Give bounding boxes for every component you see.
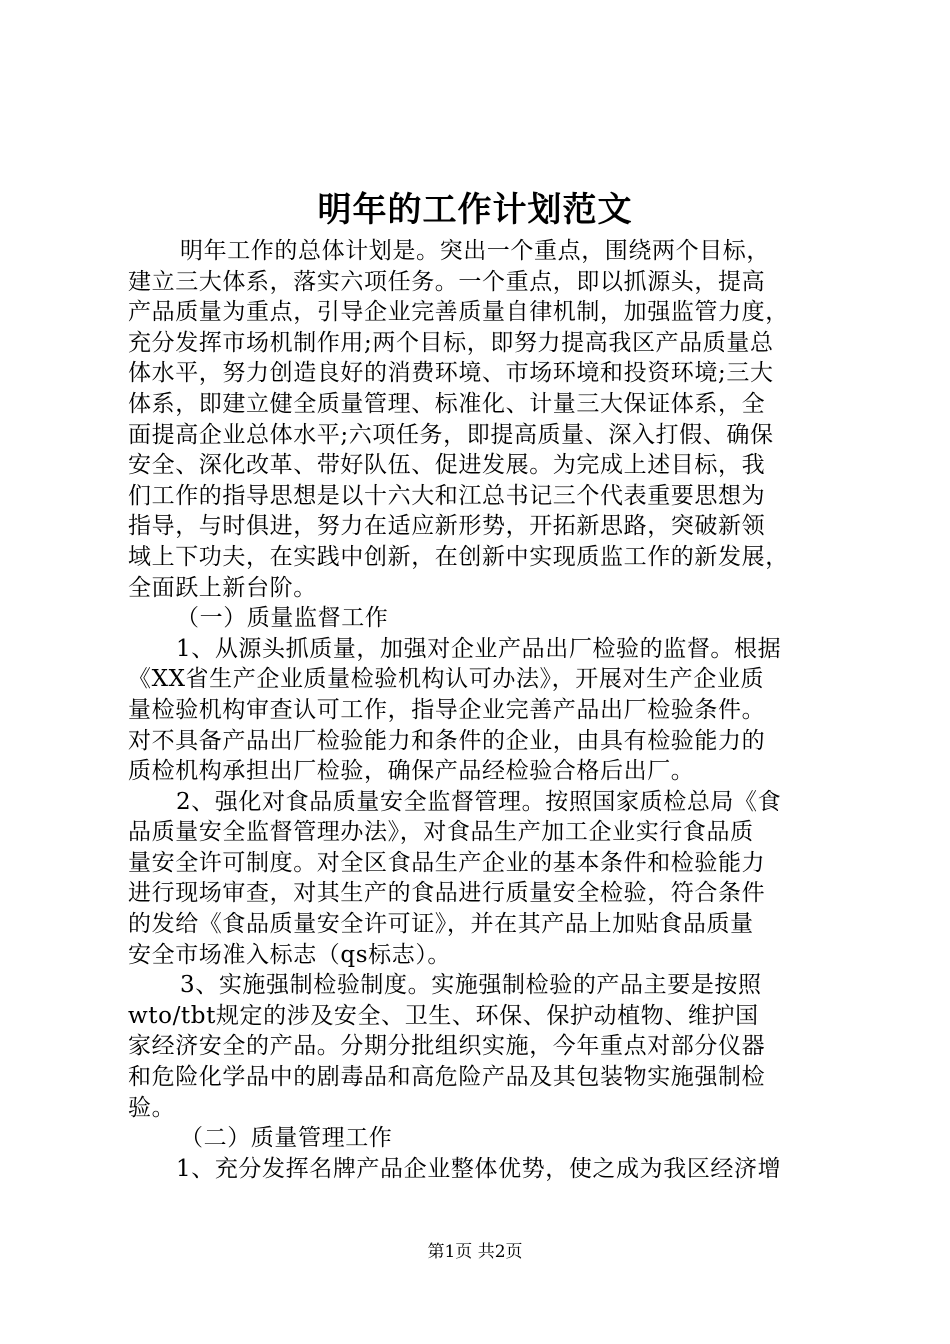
text-line: 3、实施强制检验制度。实施强制检验的产品主要是按照 [180,972,762,999]
text-line: 充分发挥市场机制作用;两个目标，即努力提高我区产品质量总 [128,329,774,356]
text-line: （一）质量监督工作 [176,605,389,632]
text-line: 验。 [128,1094,176,1121]
text-line: 质检机构承担出厂检验，确保产品经检验合格后出厂。 [128,758,695,785]
text-line: 和危险化学品中的剧毒品和高危险产品及其包装物实施强制检 [128,1064,766,1091]
text-line: 安全市场准入标志（qs标志）。 [128,941,452,968]
text-line: 的发给《食品质量安全许可证》，并在其产品上加贴食品质量 [128,911,754,938]
text-line: 1、从源头抓质量，加强对企业产品出厂检验的监督。根据 [176,635,782,662]
text-line: 2、强化对食品质量安全监督管理。按照国家质检总局《食 [176,788,782,815]
text-line: 们工作的指导思想是以十六大和江总书记三个代表重要思想为 [128,482,766,509]
text-line: 产品质量为重点，引导企业完善质量自律机制，加强监管力度， [128,299,789,326]
text-line: 进行现场审查，对其生产的食品进行质量安全检验，符合条件 [128,880,766,907]
text-line: 量安全许可制度。对全区食品生产企业的基本条件和检验能力 [128,849,766,876]
text-line: 安全、深化改革、带好队伍、促进发展。为完成上述目标，我 [128,452,766,479]
text-line: 体水平，努力创造良好的消费环境、市场环境和投资环境;三大 [128,360,774,387]
text-line: 建立三大体系，落实六项任务。一个重点，即以抓源头，提高 [128,268,766,295]
page-footer: 第1页 共2页 [427,1242,523,1262]
text-line: 面提高企业总体水平;六项任务，即提高质量、深入打假、确保 [128,421,774,448]
text-line: （二）质量管理工作 [180,1125,393,1152]
text-line: 品质量安全监督管理办法》，对食品生产加工企业实行食品质 [128,819,754,846]
text-line: 明年工作的总体计划是。突出一个重点，围绕两个目标， [180,238,770,264]
text-line: 1、充分发挥名牌产品企业整体优势，使之成为我区经济增 [176,1155,782,1182]
text-line: 《XX省生产企业质量检验机构认可办法》，开展对生产企业质 [128,666,765,693]
text-line: 对不具备产品出厂检验能力和条件的企业，由具有检验能力的 [128,727,766,754]
text-line: wto/tbt规定的涉及安全、卫生、环保、保护动植物、维护国 [128,1002,759,1029]
text-line: 家经济安全的产品。分期分批组织实施，今年重点对部分仪器 [128,1033,766,1060]
text-line: 体系，即建立健全质量管理、标准化、计量三大保证体系，全 [128,390,766,417]
document-body [128,236,834,1184]
text-line: 量检验机构审查认可工作，指导企业完善产品出厂检验条件。 [128,696,766,723]
document-title: 明年的工作计划范文 [317,190,633,230]
text-line: 域上下功夫，在实践中创新，在创新中实现质监工作的新发展， [128,543,789,570]
text-line: 全面跃上新台阶。 [128,574,317,601]
text-line: 指导，与时俱进，努力在适应新形势，开拓新思路，突破新领 [128,513,766,540]
